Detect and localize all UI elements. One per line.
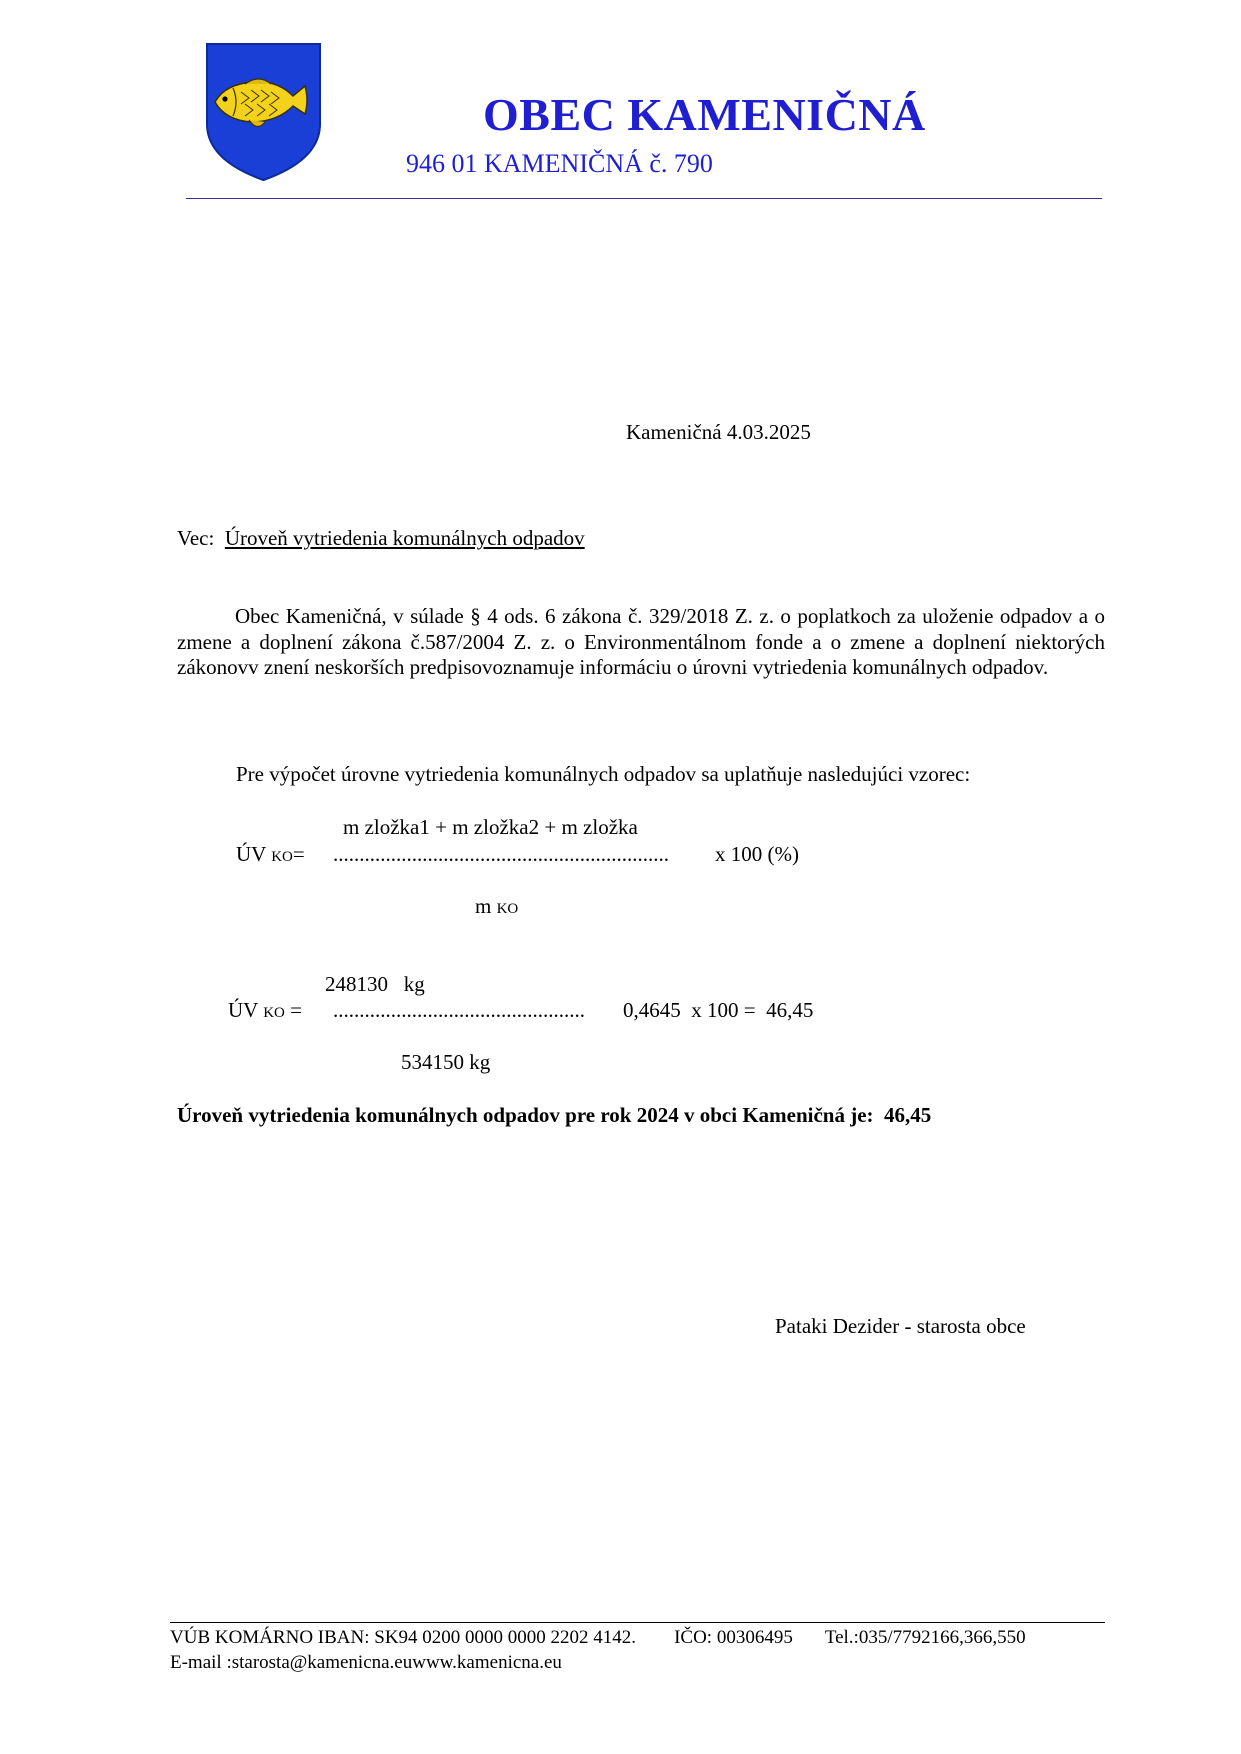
formula2-lhs-main: ÚV [228, 998, 258, 1022]
formula2-numerator [325, 972, 425, 997]
formula2-numerator-text: 248130 kg [325, 972, 425, 996]
footer-bank: VÚB KOMÁRNO IBAN: SK94 0200 0000 0000 2202 4142. [170, 1627, 637, 1648]
body-paragraph-text: Obec Kameničná, v súlade § 4 ods. 6 zákona č. 329/2018 Z. z. o poplatkoch za uloženie odpadov a o zmene a doplnení zákona č.587/2004 Z. z. o Environmentálnom fonde a o zmene a doplnení niektorých zákonovv znení neskorších predpisovoznamuje informáciu o úrovni vytriedenia komunálnych odpadov. [177, 604, 1105, 679]
formula2-lhs [228, 998, 302, 1023]
subject-text: Úroveň vytriedenia komunálnych odpadov [224, 526, 585, 550]
formula1-multiplier: x 100 (%) [715, 842, 799, 866]
formula2-lhs-sub: KO [263, 1005, 285, 1021]
footer-email: E-mail :starosta@kamenicna.euwww.kamenicna.eu [170, 1652, 562, 1673]
footer-tel: Tel.:035/7792166,366,550 [824, 1627, 1026, 1648]
municipality-address: 946 01 KAMENIČNÁ č. 790 [406, 149, 713, 178]
formula1-den-main: m [475, 894, 492, 918]
formula1-numerator: m zložka1 + m zložka2 + m zložka [343, 815, 638, 839]
footer-ico: IČO: 00306495 [674, 1627, 793, 1648]
coat-of-arms-fish-icon [205, 42, 322, 182]
body-paragraph [177, 604, 1105, 681]
header-divider [186, 198, 1102, 199]
formula1-denominator [475, 894, 518, 919]
formula-intro: Pre výpočet úrovne vytriedenia komunálnych odpadov sa uplatňuje nasledujúci vzorec: [236, 762, 971, 786]
subject-label: Vec: [177, 526, 215, 550]
footer-line-1 [170, 1627, 1026, 1649]
footer-divider [170, 1622, 1105, 1623]
formula2-denominator: 534150 kg [401, 1050, 491, 1074]
municipality-title: OBEC KAMENIČNÁ [483, 89, 926, 140]
formula1-lhs-sub: KO [271, 849, 293, 865]
formula2-result-text: 0,4645 x 100 = 46,45 [623, 998, 814, 1022]
formula1-fraction-line: ................................................................ [333, 842, 669, 866]
formula2-result [623, 998, 813, 1023]
subject-line [177, 526, 585, 551]
conclusion-text: Úroveň vytriedenia komunálnych odpadov pre rok 2024 v obci Kameničná je: 46,45 [177, 1103, 932, 1127]
signature: Pataki Dezider - starosta obce [775, 1314, 1026, 1338]
formula1-lhs-eq: = [292, 842, 305, 866]
formula1-den-sub: KO [496, 901, 519, 917]
formula1-lhs-main: ÚV [236, 842, 266, 866]
formula2-fraction-line: ................................................ [333, 998, 585, 1022]
formula1-lhs [236, 842, 305, 867]
conclusion [177, 1103, 931, 1128]
formula2-lhs-eq: = [290, 998, 302, 1022]
document-date: Kameničná 4.03.2025 [626, 420, 811, 444]
